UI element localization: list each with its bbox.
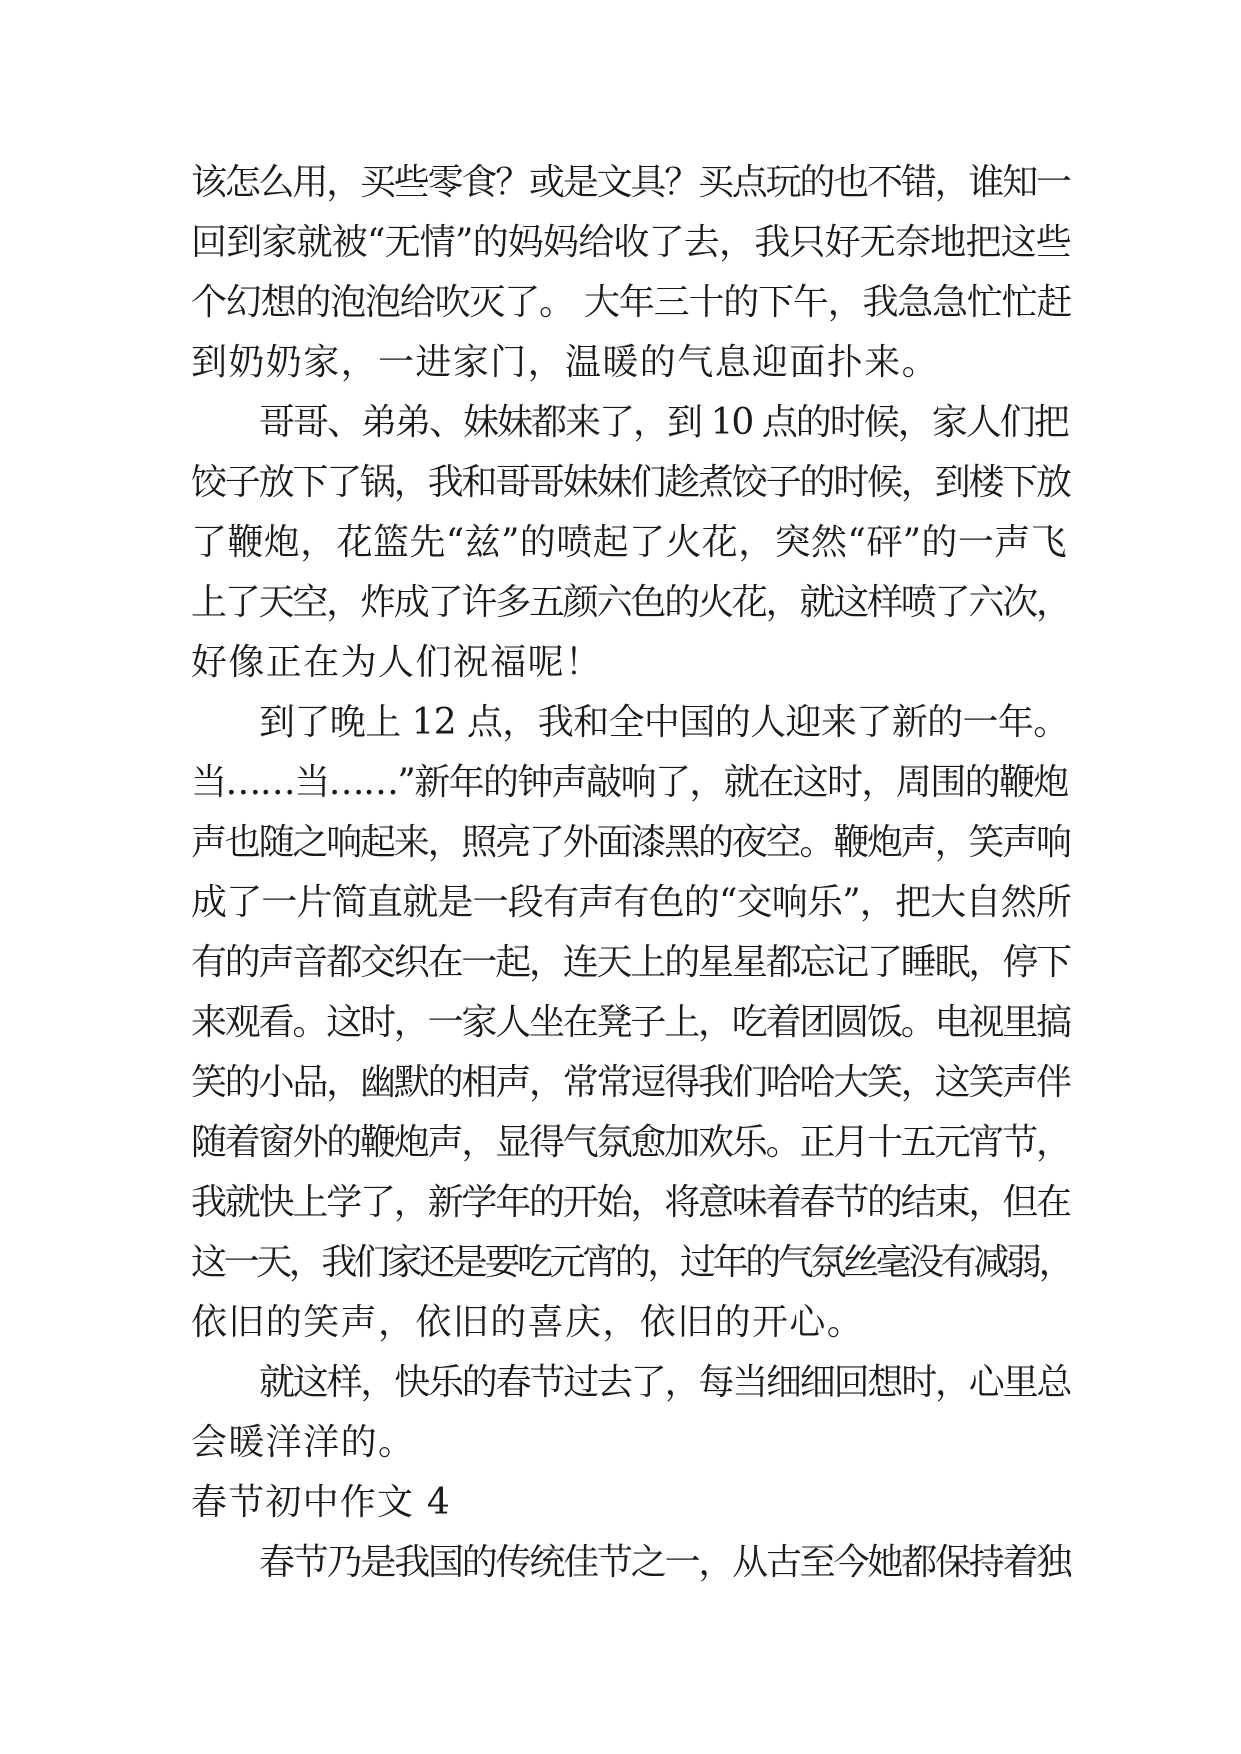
text-line: 我就快上学了，新学年的开始，将意味着春节的结束，但在 <box>191 1182 1070 1223</box>
paragraph-first-line: 哥哥、弟弟、妹妹都来了，到 10 点的时候，家人们把 <box>259 402 1068 443</box>
document-body <box>191 153 1071 1593</box>
text-line: 这一天，我们家还是要吃元宵的，过年的气氛丝毫没有减弱， <box>191 1242 1072 1283</box>
text-line: 回到家就被“无情”的妈妈给收了去，我只好无奈地把这些 <box>191 222 1072 263</box>
text-line: 有的声音都交织在一起，连天上的星星都忘记了睡眠，停下 <box>191 942 1070 983</box>
text-line: 来观看。这时，一家人坐在凳子上，吃着团圆饭。电视里搞 <box>191 1002 1070 1043</box>
section-heading: 春节初中作文 4 <box>191 1482 451 1523</box>
text-line: 声也随之响起来，照亮了外面漆黑的夜空。鞭炮声，笑声响 <box>191 822 1070 863</box>
text-line: 饺子放下了锅，我和哥哥妹妹们趁煮饺子的时候，到楼下放 <box>191 462 1070 503</box>
text-line: 当……当……”新年的钟声敲响了，就在这时，周围的鞭炮 <box>191 762 1068 803</box>
paragraph-first-line: 到了晚上 12 点，我和全中国的人迎来了新的一年。 <box>259 702 1069 743</box>
text-line: 该怎么用，买些零食？或是文具？买点玩的也不错，谁知一 <box>191 162 1070 203</box>
text-line: 了鞭炮，花篮先“兹”的喷起了火花，突然“砰”的一声飞 <box>191 522 1068 563</box>
text-line: 笑的小品，幽默的相声，常常逗得我们哈哈大笑，这笑声伴 <box>191 1062 1070 1103</box>
text-line: 会暖洋洋的。 <box>191 1422 416 1463</box>
text-line: 上了天空，炸成了许多五颜六色的火花，就这样喷了六次， <box>191 582 1070 623</box>
paragraph-first-line: 就这样，快乐的春节过去了，每当细细回想时，心里总 <box>259 1362 1071 1403</box>
text-line: 到奶奶家，一进家门，温暖的气息迎面扑来。 <box>191 342 940 383</box>
text-line: 好像正在为人们祝福呢！ <box>191 642 603 683</box>
text-line: 个幻想的泡泡给吹灭了。 大年三十的下午，我急急忙忙赶 <box>191 282 1072 323</box>
text-line: 成了一片简直就是一段有声有色的“交响乐”，把大自然所 <box>191 882 1072 923</box>
text-line: 随着窗外的鞭炮声，显得气氛愈加欢乐。正月十五元宵节， <box>191 1122 1070 1163</box>
paragraph-first-line: 春节乃是我国的传统佳节之一，从古至今她都保持着独 <box>259 1542 1071 1583</box>
text-line: 依旧的笑声，依旧的喜庆，依旧的开心。 <box>191 1302 865 1343</box>
